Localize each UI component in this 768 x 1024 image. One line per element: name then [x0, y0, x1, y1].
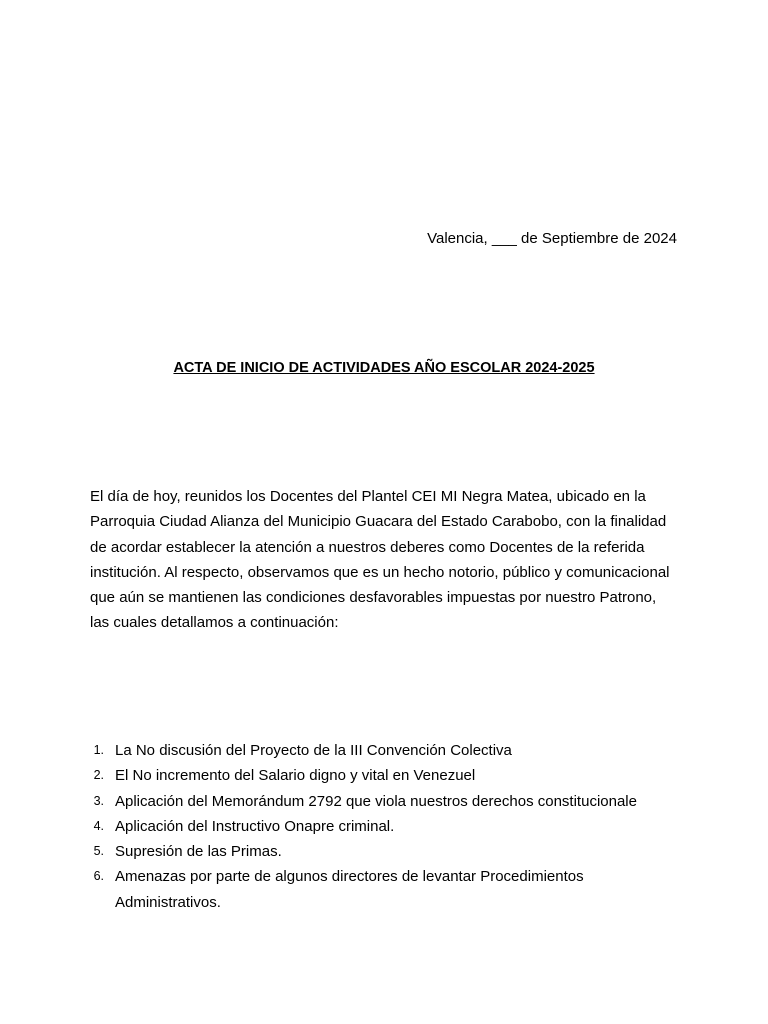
list-item-line: El No incremento del Salario digno y vital en Venezuel — [115, 767, 476, 785]
list-item-line: La No discusión del Proyecto de la III Convención Colectiva — [115, 742, 512, 759]
list-number: 2. — [93, 768, 104, 783]
list-item — [90, 864, 690, 915]
list-number: 3. — [93, 793, 104, 808]
list-item-text — [115, 789, 690, 814]
list-item-line: Administrativos. — [115, 893, 221, 911]
list-item-text — [115, 839, 690, 864]
list-item-text — [115, 864, 690, 915]
list-item-line: Supresión de las Primas. — [115, 843, 282, 861]
list-number: 4. — [93, 818, 104, 833]
intro-line: las cuales detallamos a continuación: — [90, 614, 339, 632]
list-item-text — [115, 814, 690, 839]
list-item — [90, 789, 690, 814]
list-item — [90, 763, 690, 788]
conditions-list — [90, 738, 690, 915]
list-item — [90, 814, 690, 839]
list-item-line: Aplicación del Instructivo Onapre criminal. — [115, 817, 395, 835]
list-item — [90, 839, 690, 864]
list-number: 5. — [93, 844, 104, 859]
list-item-text — [115, 763, 690, 788]
list-number: 1. — [93, 743, 104, 757]
list-item-text — [115, 738, 690, 763]
document-title: ACTA DE INICIO DE ACTIVIDADES AÑO ESCOLAR 2024-2025 — [173, 360, 595, 376]
list-item-line: Amenazas por parte de algunos directores de levantar Procedimientos — [115, 868, 584, 886]
intro-line: El día de hoy, reunidos los Docentes del Plantel CEI MI Negra Matea, ubicado en la — [90, 488, 646, 505]
list-item-line: Aplicación del Memorándum 2792 que viola nuestros derechos constitucionale — [115, 792, 637, 810]
intro-line: Parroquia Ciudad Alianza del Municipio Guacara del Estado Carabobo, con la finalidad — [90, 513, 667, 531]
list-item — [90, 738, 690, 763]
intro-line: institución. Al respecto, observamos que es un hecho notorio, público y comunicacional — [90, 563, 670, 581]
intro-line: que aún se mantienen las condiciones desfavorables impuestas por nuestro Patrono, — [90, 589, 657, 607]
list-number: 6. — [93, 869, 104, 884]
intro-line: de acordar establecer la atención a nuestros deberes como Docentes de la referida — [90, 538, 645, 556]
intro-paragraph — [90, 484, 690, 636]
date-line: Valencia, ___ de Septiembre de 2024 — [427, 230, 677, 247]
